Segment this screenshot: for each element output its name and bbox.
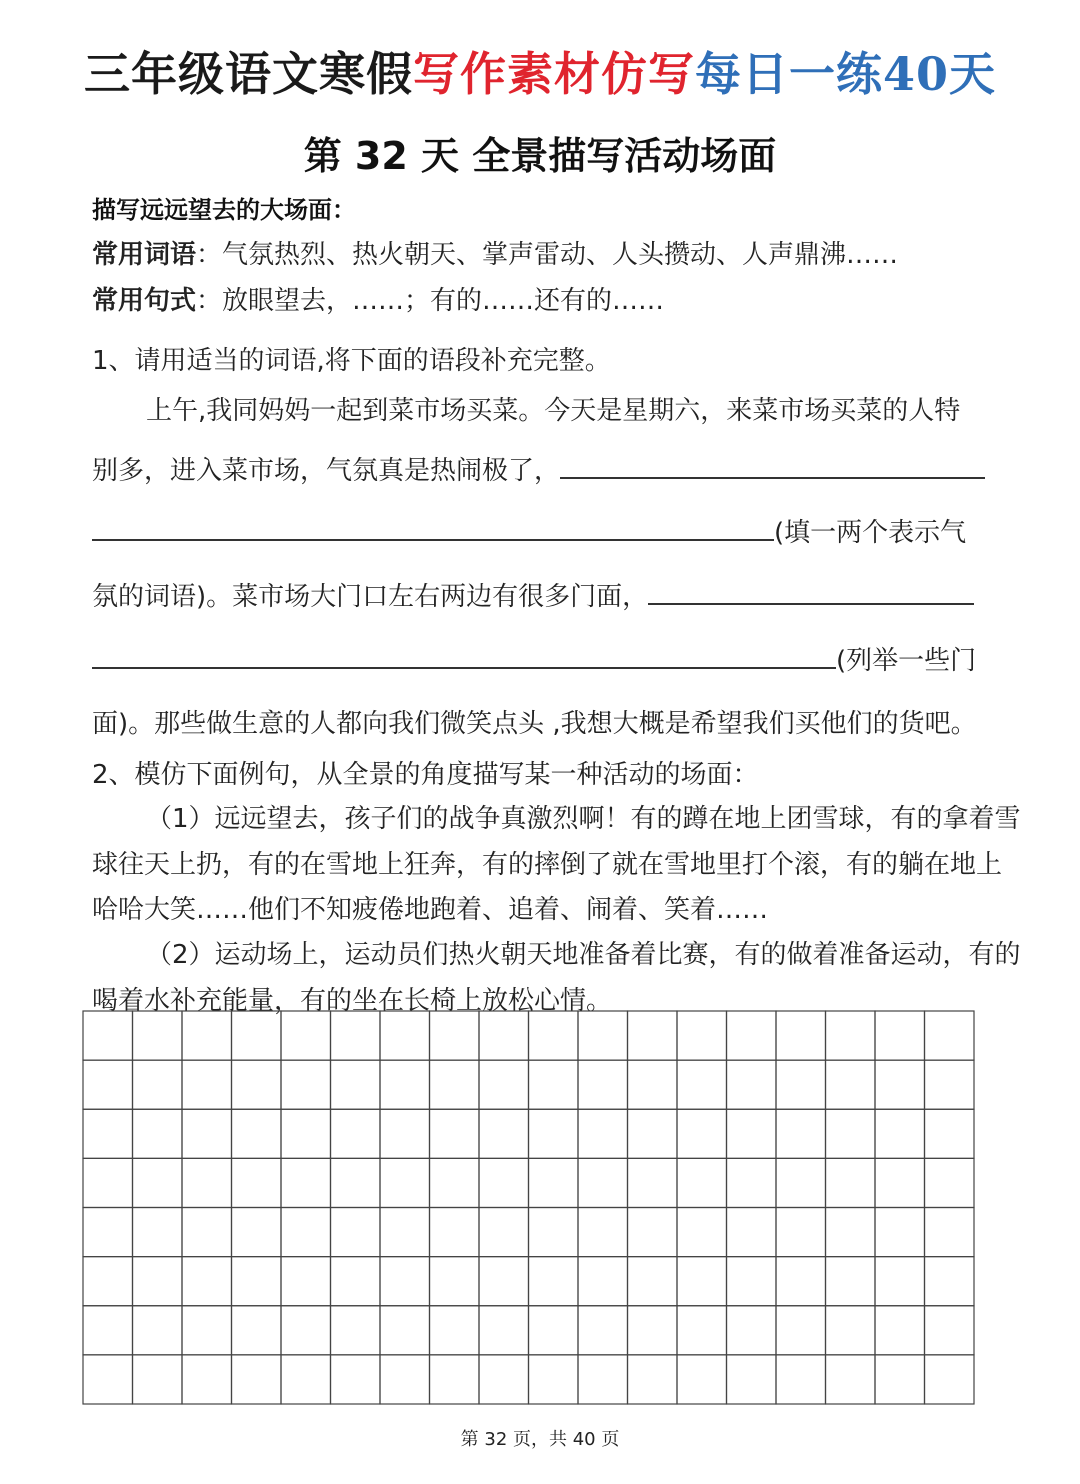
grid-cell[interactable] [133, 1355, 183, 1404]
grid-cell[interactable] [232, 1355, 282, 1404]
question-1-line-4 [92, 576, 974, 613]
grid-cell[interactable] [628, 1257, 678, 1306]
grid-cell[interactable] [83, 1306, 133, 1355]
grid-cell[interactable] [133, 1208, 183, 1257]
grid-cell[interactable] [232, 1109, 282, 1158]
grid-cell[interactable] [578, 1355, 628, 1404]
question-2-heading: 2、模仿下面例句，从全景的角度描写某一种活动的场面： [92, 760, 759, 790]
common-patterns-text: ：放眼望去，……；有的……还有的…… [196, 286, 665, 316]
document-banner [0, 38, 1080, 104]
grid-cell[interactable] [677, 1355, 727, 1404]
question-1-line-6: 面)。那些做生意的人都向我们微笑点头 ,我想大概是希望我们买他们的货吧。 [92, 709, 977, 739]
grid-cell[interactable] [677, 1109, 727, 1158]
grid-cell[interactable] [925, 1158, 975, 1207]
grid-cell[interactable] [133, 1158, 183, 1207]
fill-blank-atmosphere-2[interactable] [92, 517, 774, 541]
grid-cell[interactable] [776, 1306, 826, 1355]
banner-part-grade: 三年级语文寒假 [83, 47, 413, 101]
grid-cell[interactable] [875, 1306, 925, 1355]
grid-cell[interactable] [232, 1208, 282, 1257]
grid-cell[interactable] [826, 1109, 876, 1158]
grid-cell[interactable] [826, 1158, 876, 1207]
grid-cell[interactable] [727, 1060, 777, 1109]
grid-cell[interactable] [182, 1011, 232, 1060]
grid-cell[interactable] [875, 1109, 925, 1158]
grid-cell[interactable] [281, 1158, 331, 1207]
grid-cell[interactable] [628, 1355, 678, 1404]
grid-cell[interactable] [83, 1158, 133, 1207]
grid-cell[interactable] [578, 1306, 628, 1355]
grid-cell[interactable] [232, 1060, 282, 1109]
grid-cell[interactable] [875, 1011, 925, 1060]
grid-cell[interactable] [430, 1060, 480, 1109]
common-words-text: ：气氛热烈、热火朝天、掌声雷动、人头攒动、人声鼎沸…… [196, 240, 899, 270]
grid-cell[interactable] [677, 1011, 727, 1060]
grid-cell[interactable] [331, 1355, 381, 1404]
common-words-label: 常用词语 [92, 240, 197, 270]
grid-cell[interactable] [380, 1257, 430, 1306]
grid-cell[interactable] [628, 1109, 678, 1158]
grid-cell[interactable] [578, 1060, 628, 1109]
grid-cell[interactable] [133, 1011, 183, 1060]
grid-cell[interactable] [380, 1208, 430, 1257]
grid-cell[interactable] [380, 1011, 430, 1060]
grid-cell[interactable] [479, 1011, 529, 1060]
common-patterns-label: 常用句式 [92, 286, 197, 316]
grid-cell[interactable] [776, 1011, 826, 1060]
example-2-line-1: （2）运动场上，运动员们热火朝天地准备着比赛，有的做着准备运动，有的 [146, 940, 1021, 970]
grid-cell[interactable] [430, 1208, 480, 1257]
grid-cell[interactable] [826, 1060, 876, 1109]
question-1-line-2 [92, 450, 985, 487]
grid-cell[interactable] [281, 1306, 331, 1355]
page-title: 第 32 天 全景描写活动场面 [303, 134, 777, 178]
question-1-heading: 1、请用适当的词语,将下面的语段补充完整。 [92, 346, 611, 376]
example-1-line-3: 哈哈大笑……他们不知疲倦地跑着、追着、闹着、笑着…… [92, 895, 769, 925]
fill-blank-storefronts-1[interactable] [648, 581, 974, 605]
grid-cell[interactable] [182, 1109, 232, 1158]
grid-cell[interactable] [628, 1306, 678, 1355]
grid-cell[interactable] [875, 1257, 925, 1306]
grid-cell[interactable] [727, 1109, 777, 1158]
grid-cell[interactable] [578, 1208, 628, 1257]
page-footer: 第 32 页，共 40 页 [460, 1429, 620, 1450]
grid-cell[interactable] [380, 1060, 430, 1109]
section-subtitle: 描写远远望去的大场面： [92, 196, 356, 224]
grid-cell[interactable] [232, 1011, 282, 1060]
fill-blank-atmosphere-1[interactable] [560, 455, 985, 479]
question-1-line-5-text: (列举一些门 [836, 646, 977, 676]
grid-cell[interactable] [677, 1257, 727, 1306]
grid-cell[interactable] [925, 1208, 975, 1257]
grid-cell[interactable] [529, 1109, 579, 1158]
question-1-line-2-text: 别多，进入菜市场，气氛真是热闹极了， [92, 456, 561, 486]
grid-cell[interactable] [281, 1208, 331, 1257]
grid-cell[interactable] [677, 1060, 727, 1109]
grid-cell[interactable] [83, 1208, 133, 1257]
grid-cell[interactable] [430, 1257, 480, 1306]
grid-cell[interactable] [875, 1158, 925, 1207]
grid-cell[interactable] [232, 1306, 282, 1355]
grid-cell[interactable] [83, 1109, 133, 1158]
grid-cell[interactable] [529, 1306, 579, 1355]
grid-cell[interactable] [281, 1011, 331, 1060]
grid-cell[interactable] [380, 1306, 430, 1355]
grid-cell[interactable] [430, 1109, 480, 1158]
grid-cell[interactable] [875, 1060, 925, 1109]
question-1-line-3 [92, 512, 966, 549]
grid-cell[interactable] [677, 1158, 727, 1207]
grid-cell[interactable] [925, 1109, 975, 1158]
grid-cell[interactable] [331, 1257, 381, 1306]
grid-cell[interactable] [380, 1109, 430, 1158]
grid-cell[interactable] [776, 1109, 826, 1158]
grid-cell[interactable] [479, 1355, 529, 1404]
grid-cell[interactable] [133, 1109, 183, 1158]
grid-cell[interactable] [925, 1306, 975, 1355]
grid-cell[interactable] [83, 1060, 133, 1109]
grid-cell[interactable] [232, 1257, 282, 1306]
grid-cell[interactable] [83, 1355, 133, 1404]
grid-cell[interactable] [578, 1158, 628, 1207]
grid-cell[interactable] [677, 1208, 727, 1257]
grid-cell[interactable] [925, 1060, 975, 1109]
grid-cell[interactable] [727, 1355, 777, 1404]
grid-cell[interactable] [776, 1257, 826, 1306]
grid-cell[interactable] [331, 1306, 381, 1355]
grid-cell[interactable] [826, 1011, 876, 1060]
grid-cell[interactable] [380, 1158, 430, 1207]
example-1-line-2: 球往天上扔，有的在雪地上狂奔，有的摔倒了就在雪地里打个滚，有的躺在地上 [92, 850, 1003, 880]
grid-cell[interactable] [133, 1060, 183, 1109]
grid-cell[interactable] [727, 1011, 777, 1060]
grid-cell[interactable] [826, 1257, 876, 1306]
fill-blank-storefronts-2[interactable] [92, 645, 836, 669]
grid-cell[interactable] [578, 1257, 628, 1306]
grid-cell[interactable] [133, 1257, 183, 1306]
writing-grid-svg [82, 1010, 975, 1405]
grid-cell[interactable] [925, 1011, 975, 1060]
grid-cell[interactable] [430, 1158, 480, 1207]
grid-cell[interactable] [479, 1306, 529, 1355]
grid-cell[interactable] [776, 1355, 826, 1404]
grid-cell[interactable] [479, 1060, 529, 1109]
banner-part-series: 每日一练40天 [694, 47, 996, 101]
common-words-line [92, 234, 898, 271]
grid-cell[interactable] [727, 1158, 777, 1207]
question-1-line-4-text: 氛的词语)。菜市场大门口左右两边有很多门面， [92, 582, 649, 612]
grid-cell[interactable] [430, 1306, 480, 1355]
grid-cell[interactable] [182, 1355, 232, 1404]
common-patterns-line [92, 280, 664, 317]
question-1-line-5 [92, 640, 976, 677]
grid-cell[interactable] [331, 1109, 381, 1158]
question-1-line-1: 上午,我同妈妈一起到菜市场买菜。今天是星期六，来菜市场买菜的人特 [146, 396, 961, 426]
grid-cell[interactable] [281, 1060, 331, 1109]
grid-cell[interactable] [182, 1158, 232, 1207]
grid-cell[interactable] [529, 1060, 579, 1109]
grid-cell[interactable] [331, 1158, 381, 1207]
grid-cell[interactable] [182, 1060, 232, 1109]
grid-cell[interactable] [529, 1158, 579, 1207]
grid-cell[interactable] [281, 1355, 331, 1404]
grid-cell[interactable] [331, 1208, 381, 1257]
grid-cell[interactable] [826, 1208, 876, 1257]
example-1-line-1: （1）远远望去，孩子们的战争真激烈啊！有的蹲在地上团雪球，有的拿着雪 [146, 804, 1021, 834]
grid-cell[interactable] [826, 1306, 876, 1355]
grid-cell[interactable] [578, 1011, 628, 1060]
grid-cell[interactable] [133, 1306, 183, 1355]
grid-cell[interactable] [479, 1208, 529, 1257]
grid-cell[interactable] [925, 1257, 975, 1306]
grid-cell[interactable] [281, 1257, 331, 1306]
grid-cell[interactable] [628, 1208, 678, 1257]
grid-cell[interactable] [182, 1208, 232, 1257]
grid-cell[interactable] [578, 1109, 628, 1158]
grid-cell[interactable] [776, 1158, 826, 1207]
banner-part-topic: 写作素材仿写 [412, 47, 695, 101]
grid-cell[interactable] [727, 1257, 777, 1306]
grid-cell[interactable] [529, 1257, 579, 1306]
grid-cell[interactable] [776, 1208, 826, 1257]
grid-cell[interactable] [826, 1355, 876, 1404]
writing-grid[interactable] [82, 1010, 975, 1405]
grid-cell[interactable] [83, 1257, 133, 1306]
grid-cell[interactable] [529, 1011, 579, 1060]
grid-cell[interactable] [479, 1257, 529, 1306]
grid-cell[interactable] [430, 1011, 480, 1060]
grid-cell[interactable] [727, 1306, 777, 1355]
grid-cell[interactable] [331, 1060, 381, 1109]
grid-cell[interactable] [925, 1355, 975, 1404]
grid-cell[interactable] [727, 1208, 777, 1257]
grid-cell[interactable] [380, 1355, 430, 1404]
grid-cell[interactable] [875, 1208, 925, 1257]
grid-cell[interactable] [479, 1109, 529, 1158]
grid-cell[interactable] [628, 1060, 678, 1109]
grid-cell[interactable] [628, 1011, 678, 1060]
grid-cell[interactable] [83, 1011, 133, 1060]
grid-cell[interactable] [677, 1306, 727, 1355]
grid-cell[interactable] [430, 1355, 480, 1404]
grid-cell[interactable] [232, 1158, 282, 1207]
grid-cell[interactable] [182, 1306, 232, 1355]
grid-cell[interactable] [331, 1011, 381, 1060]
grid-cell[interactable] [776, 1060, 826, 1109]
question-1-line-3-text: (填一两个表示气 [774, 518, 967, 548]
grid-cell[interactable] [281, 1109, 331, 1158]
grid-cell[interactable] [479, 1158, 529, 1207]
grid-cell[interactable] [529, 1355, 579, 1404]
grid-cell[interactable] [182, 1257, 232, 1306]
example-2-line-2: 喝着水补充能量，有的坐在长椅上放松心情。 [92, 986, 613, 1016]
grid-cell[interactable] [875, 1355, 925, 1404]
grid-cell[interactable] [529, 1208, 579, 1257]
grid-cell[interactable] [628, 1158, 678, 1207]
